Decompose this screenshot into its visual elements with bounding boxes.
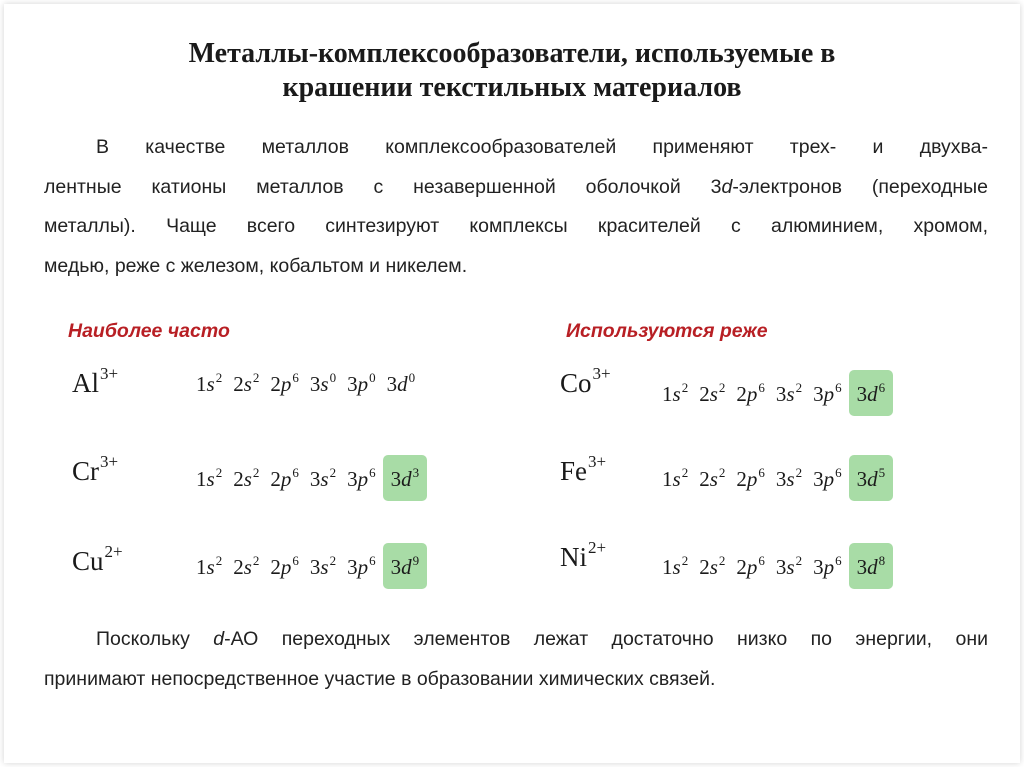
orbital-cr-2s: $2s^2$ <box>233 465 260 491</box>
ion-ni-charge: 2+ <box>588 538 607 557</box>
ion-co <box>560 364 611 399</box>
orbital-fe-2p: $2p^6$ <box>736 465 765 491</box>
orbital-co-2s: $2s^2$ <box>699 380 726 406</box>
ion-ni <box>560 538 606 573</box>
orbital-cr-3d: $3d^3$ <box>383 455 428 501</box>
orbital-ni-3s: $3s^2$ <box>775 553 803 579</box>
config-fe <box>662 455 893 501</box>
orbital-ni-1s: $1s^2$ <box>662 553 689 579</box>
orbital-al-1s: $1s^2$ <box>196 370 223 396</box>
ion-cu-symbol: Cu <box>72 546 104 576</box>
config-co <box>662 370 893 416</box>
ion-al-symbol: Al <box>72 368 99 398</box>
ion-cu-charge: 2+ <box>104 542 123 561</box>
orbital-cu-3d: $3d^9$ <box>383 543 428 589</box>
orbital-cu-2s: $2s^2$ <box>233 553 260 579</box>
ion-cu <box>72 542 123 577</box>
ion-fe-symbol: Fe <box>560 456 587 486</box>
ion-ni-symbol: Ni <box>560 542 587 572</box>
orbital-al-3p: $3p^0$ <box>347 370 376 396</box>
page-title <box>60 37 964 105</box>
config-al <box>196 370 426 397</box>
orbital-cu-3p: $3p^6$ <box>347 553 376 579</box>
orbital-co-3d: $3d^6$ <box>849 370 894 416</box>
orbital-co-3s: $3s^2$ <box>775 380 803 406</box>
left-column-heading: Наиболее часто <box>68 320 230 342</box>
orbital-al-2p: $2p^6$ <box>270 370 299 396</box>
intro-line-1: В качестве металлов комплексообразователей применяют трех- и двухва- <box>96 136 988 158</box>
ion-cr-charge: 3+ <box>100 452 119 471</box>
orbital-fe-3s: $3s^2$ <box>775 465 803 491</box>
title-line-1: Металлы-комплексообразователи, используемые в <box>188 38 836 69</box>
config-cr <box>196 455 427 501</box>
config-cu <box>196 543 427 589</box>
orbital-ni-2p: $2p^6$ <box>736 553 765 579</box>
orbital-ni-3p: $3p^6$ <box>813 553 842 579</box>
orbital-al-3d: $3d^0$ <box>386 370 416 396</box>
ion-al <box>72 364 118 399</box>
orbital-co-1s: $1s^2$ <box>662 380 689 406</box>
orbital-co-3p: $3p^6$ <box>813 380 842 406</box>
ion-cr <box>72 452 118 487</box>
intro-line-4: медью, реже с железом, кобальтом и никелем. <box>44 254 468 277</box>
orbital-fe-1s: $1s^2$ <box>662 465 689 491</box>
ion-co-charge: 3+ <box>592 364 611 383</box>
ion-fe-charge: 3+ <box>588 452 607 471</box>
conclusion-line-1: Поскольку d-АО переходных элементов лежат достаточно низко по энергии, они <box>96 628 989 650</box>
orbital-cu-2p: $2p^6$ <box>270 553 299 579</box>
orbital-ni-3d: $3d^8$ <box>849 543 894 589</box>
orbital-cr-2p: $2p^6$ <box>270 465 299 491</box>
ion-fe <box>560 452 606 487</box>
right-column-heading: Используются реже <box>566 320 768 342</box>
ion-co-symbol: Co <box>560 368 592 398</box>
orbital-al-3s: $3s^0$ <box>309 370 337 396</box>
ion-cr-symbol: Cr <box>72 456 99 486</box>
config-ni <box>662 543 893 589</box>
title-line-2: крашении текстильных материалов <box>282 72 742 103</box>
orbital-fe-3d: $3d^5$ <box>849 455 894 501</box>
conclusion-line-2: принимают непосредственное участие в образовании химических связей. <box>44 667 716 690</box>
conclusion-paragraph <box>44 620 988 699</box>
orbital-cr-1s: $1s^2$ <box>196 465 223 491</box>
orbital-cr-3p: $3p^6$ <box>347 465 376 491</box>
orbital-co-2p: $2p^6$ <box>736 380 765 406</box>
orbital-ni-2s: $2s^2$ <box>699 553 726 579</box>
intro-paragraph <box>44 128 988 286</box>
orbital-fe-2s: $2s^2$ <box>699 465 726 491</box>
intro-line-3: металлы). Чаще всего синтезируют комплексы красителей с алюминием, хромом, <box>44 215 988 237</box>
orbital-cr-3s: $3s^2$ <box>309 465 337 491</box>
orbital-cu-1s: $1s^2$ <box>196 553 223 579</box>
orbital-al-2s: $2s^2$ <box>233 370 260 396</box>
ion-al-charge: 3+ <box>100 364 119 383</box>
intro-line-2: лентные катионы металлов с незавершенной оболочкой 3d-электронов (переходные <box>44 175 988 198</box>
orbital-cu-3s: $3s^2$ <box>309 553 337 579</box>
orbital-fe-3p: $3p^6$ <box>813 465 842 491</box>
